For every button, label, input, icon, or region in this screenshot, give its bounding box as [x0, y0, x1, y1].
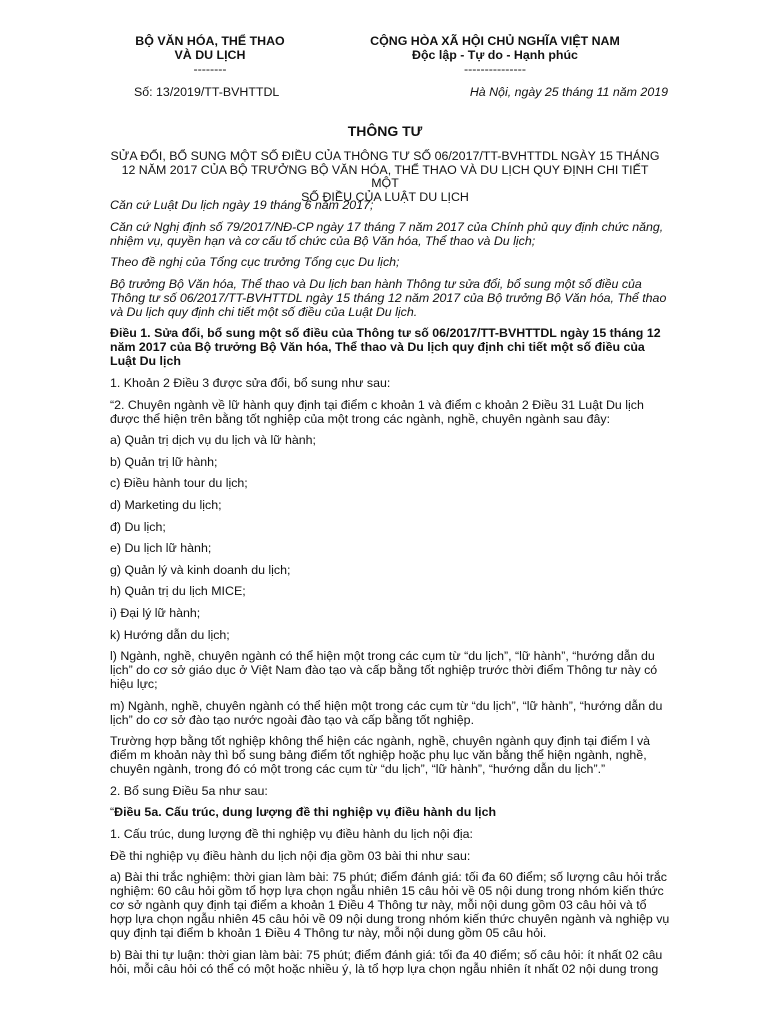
text-line: Luật Du lịch — [110, 354, 181, 369]
heading-text: Điều 5a. Cấu trúc, dung lượng đề thi nghiệp vụ điều hành du lịch — [114, 805, 497, 820]
text-line: hỏi, mỗi câu hỏi có thể có một hoặc nhiều ý, là tổ hợp lựa chọn ngẫu nhiên ít nhất 02 nội dung trong — [110, 961, 659, 976]
text-line: năm 2017 của Bộ trưởng Bộ Văn hóa, Thể thao và Du lịch quy định chi tiết một số điều của — [110, 340, 645, 355]
text-line: và Du lịch quy định chi tiết một số điều của Luật Du lịch. — [110, 304, 418, 319]
legal-basis-decree — [110, 220, 690, 248]
text-line: được thể hiện trên bằng tốt nghiệp của một trong các ngành, nghề, chuyên ngành sau đây: — [110, 411, 611, 426]
promulgation-statement — [110, 277, 690, 319]
list-item: e) Du lịch lữ hành; — [110, 541, 212, 556]
list-item: d) Marketing du lịch; — [110, 497, 222, 512]
national-header — [330, 34, 660, 75]
text-line: Thông tư số 06/2017/TT-BVHTTDL ngày 15 tháng 12 năm 2017 của Bộ trưởng Bộ Văn hóa, Thể thao — [110, 290, 667, 305]
list-item-l — [110, 649, 690, 691]
exam-part-b — [110, 948, 690, 976]
list-item: b) Quản trị lữ hành; — [110, 454, 218, 469]
text-line: chuyên ngành, trong đó có một trong các cụm từ “du lịch”, “lữ hành”, “hướng dẫn du lịch”.” — [110, 762, 606, 777]
text-line: Bộ trưởng Bộ Văn hóa, Thể thao và Du lịch ban hành Thông tư sửa đổi, bổ sung một số điều của — [110, 276, 642, 291]
list-item: k) Hướng dẫn du lịch; — [110, 627, 230, 642]
ministry-separator: -------- — [193, 62, 227, 76]
subtitle-line: 12 NĂM 2017 CỦA BỘ TRƯỞNG BỘ VĂN HÓA, THỂ THAO VÀ DU LỊCH QUY ĐỊNH CHI TIẾT MỘT — [121, 162, 649, 190]
text-line: lịch” do cơ sở giáo dục ở Việt Nam đào tạo và cấp bằng tốt nghiệp trước thời điểm Thông tư này có — [110, 663, 658, 678]
text-line: quy định tại điểm b khoản 1 Điều 4 Thông tư này, mỗi nội dung gồm 05 câu hỏi. — [110, 926, 547, 941]
list-item: a) Quản trị dịch vụ du lịch và lữ hành; — [110, 433, 316, 448]
list-item: i) Đại lý lữ hành; — [110, 605, 201, 620]
subtitle-line: SỬA ĐỔI, BỔ SUNG MỘT SỐ ĐIỀU CỦA THÔNG TƯ SỐ 06/2017/TT-BVHTTDL NGÀY 15 THÁNG — [110, 149, 660, 163]
document-date: Hà Nội, ngày 25 tháng 11 năm 2019 — [469, 85, 668, 99]
clause-1: 1. Khoản 2 Điều 3 được sửa đổi, bổ sung như sau: — [110, 375, 391, 390]
open-quote: “ — [110, 805, 115, 820]
list-item: h) Quản trị du lịch MICE; — [110, 584, 246, 599]
text-line: nhiệm vụ, quyền hạn và cơ cấu tổ chức của Bộ Văn hóa, Thể thao và Du lịch; — [110, 233, 536, 248]
exam-part-a — [110, 870, 690, 940]
text-line: m) Ngành, nghề, chuyên ngành có thể hiện một trong các cụm từ “du lịch”, “lữ hành”, “hướng dẫn du — [110, 698, 663, 713]
text-line: “2. Chuyên ngành về lữ hành quy định tại điểm c khoản 1 và điểm c khoản 2 Điều 31 Luật Du lịch — [110, 397, 644, 412]
text-line: a) Bài thi trắc nghiệm: thời gian làm bài: 75 phút; điểm đánh giá: tối đa 60 điểm; số lượng câu hỏi trắc — [110, 870, 667, 885]
list-item-m — [110, 699, 690, 727]
exam-description: Đề thi nghiệp vụ điều hành du lịch nội địa gồm 03 bài thi như sau: — [110, 848, 471, 863]
list-item: g) Quản lý và kinh doanh du lịch; — [110, 562, 291, 577]
list-item: c) Điều hành tour du lịch; — [110, 476, 248, 491]
text-line: nghiệm: 60 câu hỏi gồm tổ hợp lựa chọn ngẫu nhiên 15 câu hỏi về 05 nội dung trong nhóm kiến thức — [110, 884, 664, 899]
structure-clause-1: 1. Cấu trúc, dung lượng đề thi nghiệp vụ điều hành du lịch nội địa: — [110, 827, 473, 842]
exception-paragraph — [110, 734, 690, 776]
text-line: l) Ngành, nghề, chuyên ngành có thể hiện một trong các cụm từ “du lịch”, “lữ hành”, “hướng dẫn du — [110, 649, 655, 664]
ministry-name-line2: VÀ DU LỊCH — [174, 48, 246, 62]
text-line: Theo đề nghị của Tổng cục trưởng Tổng cục Du lịch; — [110, 255, 400, 270]
document-body — [110, 198, 690, 983]
article-5a-heading — [110, 805, 690, 819]
text-line: b) Bài thi tự luận: thời gian làm bài: 75 phút; điểm đánh giá: tối đa 40 điểm; số câu hỏi: ít nhất 02 câu — [110, 947, 663, 962]
subtitle-line: SỐ ĐIỀU CỦA LUẬT DU LỊCH — [301, 189, 469, 204]
article-1-heading — [110, 326, 690, 368]
text-line: cơ sở ngành quy định tại điểm a khoản 1 Điều 4 Thông tư này, mỗi nội dung gồm 03 câu hỏi và tổ — [110, 898, 647, 913]
text-line: điểm m khoản này thì bổ sung bảng điểm tốt nghiệp hoặc phụ lục văn bằng thể hiện ngành, nghề, — [110, 748, 647, 763]
text-line: Điều 1. Sửa đổi, bổ sung một số điều của Thông tư số 06/2017/TT-BVHTTDL ngày 15 tháng 12 — [110, 326, 661, 341]
text-line: lịch” do cơ sở đào tạo nước ngoài đào tạo và cấp bằng tốt nghiệp. — [110, 712, 475, 727]
ministry-name-line1: BỘ VĂN HÓA, THỂ THAO — [135, 34, 285, 48]
text-line: Trường hợp bằng tốt nghiệp không thể hiện các ngành, nghề, chuyên ngành quy định tại điểm l và — [110, 734, 651, 749]
country-name: CỘNG HÒA XÃ HỘI CHỦ NGHĨA VIỆT NAM — [370, 34, 620, 48]
ministry-header — [100, 34, 320, 75]
document-subtitle — [110, 150, 660, 204]
legal-basis-law — [110, 198, 690, 212]
document-number: Số: 13/2019/TT-BVHTTDL — [134, 85, 280, 99]
motto-separator: --------------- — [464, 62, 526, 76]
document-title: THÔNG TƯ — [347, 123, 423, 139]
legal-basis-proposal — [110, 255, 690, 269]
text-line: hợp lựa chọn ngẫu nhiên 45 câu hỏi về 09 nội dung trong nhóm kiến thức chuyên ngành và nghiệp vụ — [110, 912, 670, 927]
list-item: đ) Du lịch; — [110, 519, 166, 534]
clause-2-text — [110, 398, 690, 426]
motto: Độc lập - Tự do - Hạnh phúc — [412, 48, 578, 62]
text-line: Căn cứ Nghị định số 79/2017/NĐ-CP ngày 17 tháng 7 năm 2017 của Chính phủ quy định chức năng, — [110, 219, 664, 234]
text-line: Căn cứ Luật Du lịch ngày 19 tháng 6 năm 2017; — [110, 198, 374, 212]
clause-2: 2. Bổ sung Điều 5a như sau: — [110, 783, 268, 798]
text-line: hiệu lực; — [110, 677, 158, 692]
